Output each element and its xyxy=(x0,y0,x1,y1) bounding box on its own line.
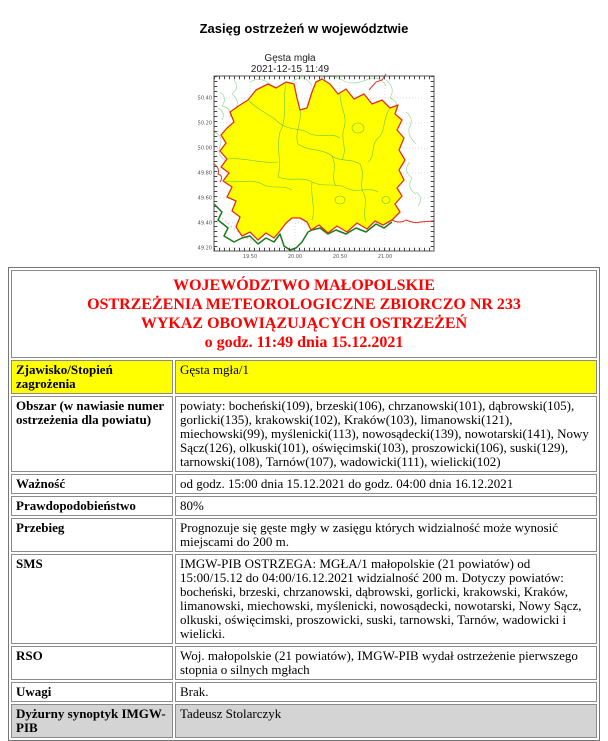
row-label-cell: Obszar (w nawiasie numer ostrzeżenia dla powiatu) xyxy=(11,396,173,472)
table-title-bulletin: OSTRZEŻENIA METEOROLOGICZNE ZBIORCZO NR 233 xyxy=(87,296,521,313)
row-label-cell: Prawdopodobieństwo xyxy=(11,496,173,516)
page-title: Zasięg ostrzeżeń w województwie xyxy=(199,21,409,36)
row-value-cell: Prognozuje się gęste mgły w zasięgu których widzialność może wynosić miejscami do 200 m. xyxy=(175,518,597,552)
row-value-cell: Gęsta mgła/1 xyxy=(175,360,597,394)
row-value-cell: Brak. xyxy=(175,682,597,702)
row-validity xyxy=(11,474,597,494)
warning-region-malopolskie xyxy=(220,79,405,240)
row-value-cell: Woj. małopolskie (21 powiatów), IMGW-PIB wydał ostrzeżenie pierwszego stopnia o silnych mgłach xyxy=(175,646,597,680)
warning-map-svg xyxy=(190,72,442,264)
row-duty-forecaster xyxy=(11,704,597,738)
row-label-cell: Ważność xyxy=(11,474,173,494)
map-y-axis-label: 50.20 xyxy=(197,120,212,127)
map-x-axis-label: 20.00 xyxy=(287,254,303,260)
map-y-axis-label: 50.00 xyxy=(197,145,212,152)
row-value-cell: Tadeusz Stolarczyk xyxy=(175,704,597,738)
map-y-axis-label: 49.80 xyxy=(197,170,212,177)
warnings-table xyxy=(8,267,600,741)
map-y-axis-label: 50.40 xyxy=(197,95,212,102)
map-caption-timestamp: 2021-12-15 11:49 xyxy=(250,64,330,75)
table-title-row xyxy=(11,270,597,358)
table-title-cell xyxy=(11,270,597,358)
row-label-cell: Dyżurny synoptyk IMGW-PIB xyxy=(11,704,173,738)
row-label-cell: Uwagi xyxy=(11,682,173,702)
row-value-cell: IMGW-PIB OSTRZEGA: MGŁA/1 małopolskie (21 powiatów) od 15:00/15.12 do 04:00/16.12.2021 widzialność 200 m. Dotyczy powiatów: bocheński, brzeski, chrzanowski, dąbrowski, gorlicki, krakowski, Kraków, limanowski, miechowski, myślenicki, nowosądecki, nowotarski, Nowy Sącz, olkuski, oświęcimski, proszowicki, suski, tarnowski, Tarnów, wadowicki i wielicki. xyxy=(175,554,597,644)
map-x-axis-label: 19.50 xyxy=(242,254,258,260)
table-title-list: WYKAZ OBOWIĄZUJĄCYCH OSTRZEŻEŃ xyxy=(140,315,468,332)
row-rso xyxy=(11,646,597,680)
row-label-cell: SMS xyxy=(11,554,173,644)
row-phenomenon xyxy=(11,360,597,394)
map-x-axis-label: 20.50 xyxy=(332,254,348,260)
row-area xyxy=(11,396,597,472)
row-remarks xyxy=(11,682,597,702)
table-title-voivodeship: WOJEWÓDZTWO MAŁOPOLSKIE xyxy=(173,277,435,294)
map-y-axis-label: 49.20 xyxy=(197,245,212,252)
map-y-axis xyxy=(198,96,212,252)
row-label-cell: Przebieg xyxy=(11,518,173,552)
map-y-axis-label: 49.40 xyxy=(197,220,212,227)
map-y-axis-label: 49.60 xyxy=(197,195,212,202)
row-value-cell: 80% xyxy=(175,496,597,516)
row-sms xyxy=(11,554,597,644)
row-label-cell: Zjawisko/Stopień zagrożenia xyxy=(11,360,173,394)
map-x-axis-label: 21.00 xyxy=(377,254,393,260)
warning-map xyxy=(190,72,442,264)
row-label-cell: RSO xyxy=(11,646,173,680)
row-value-cell: od godz. 15:00 dnia 15.12.2021 do godz. 04:00 dnia 16.12.2021 xyxy=(175,474,597,494)
row-value-cell: powiaty: bocheński(109), brzeski(106), chrzanowski(101), dąbrowski(105), gorlicki(135), krakowski(102), Kraków(103), limanowski(121), miechowski(99), myślenicki(113), nowosądecki(139), nowotarski(141), Nowy Sącz(126), olkuski(101), oświęcimski(103), proszowicki(106), suski(129), tarnowski(108), Tarnów(107), wadowicki(111), wielicki(102) xyxy=(175,396,597,472)
map-caption-phenomenon: Gęsta mgła xyxy=(264,53,316,64)
row-course xyxy=(11,518,597,552)
row-probability xyxy=(11,496,597,516)
table-title-issued-at: o godz. 11:49 dnia 15.12.2021 xyxy=(204,334,404,351)
map-x-axis xyxy=(243,254,392,260)
